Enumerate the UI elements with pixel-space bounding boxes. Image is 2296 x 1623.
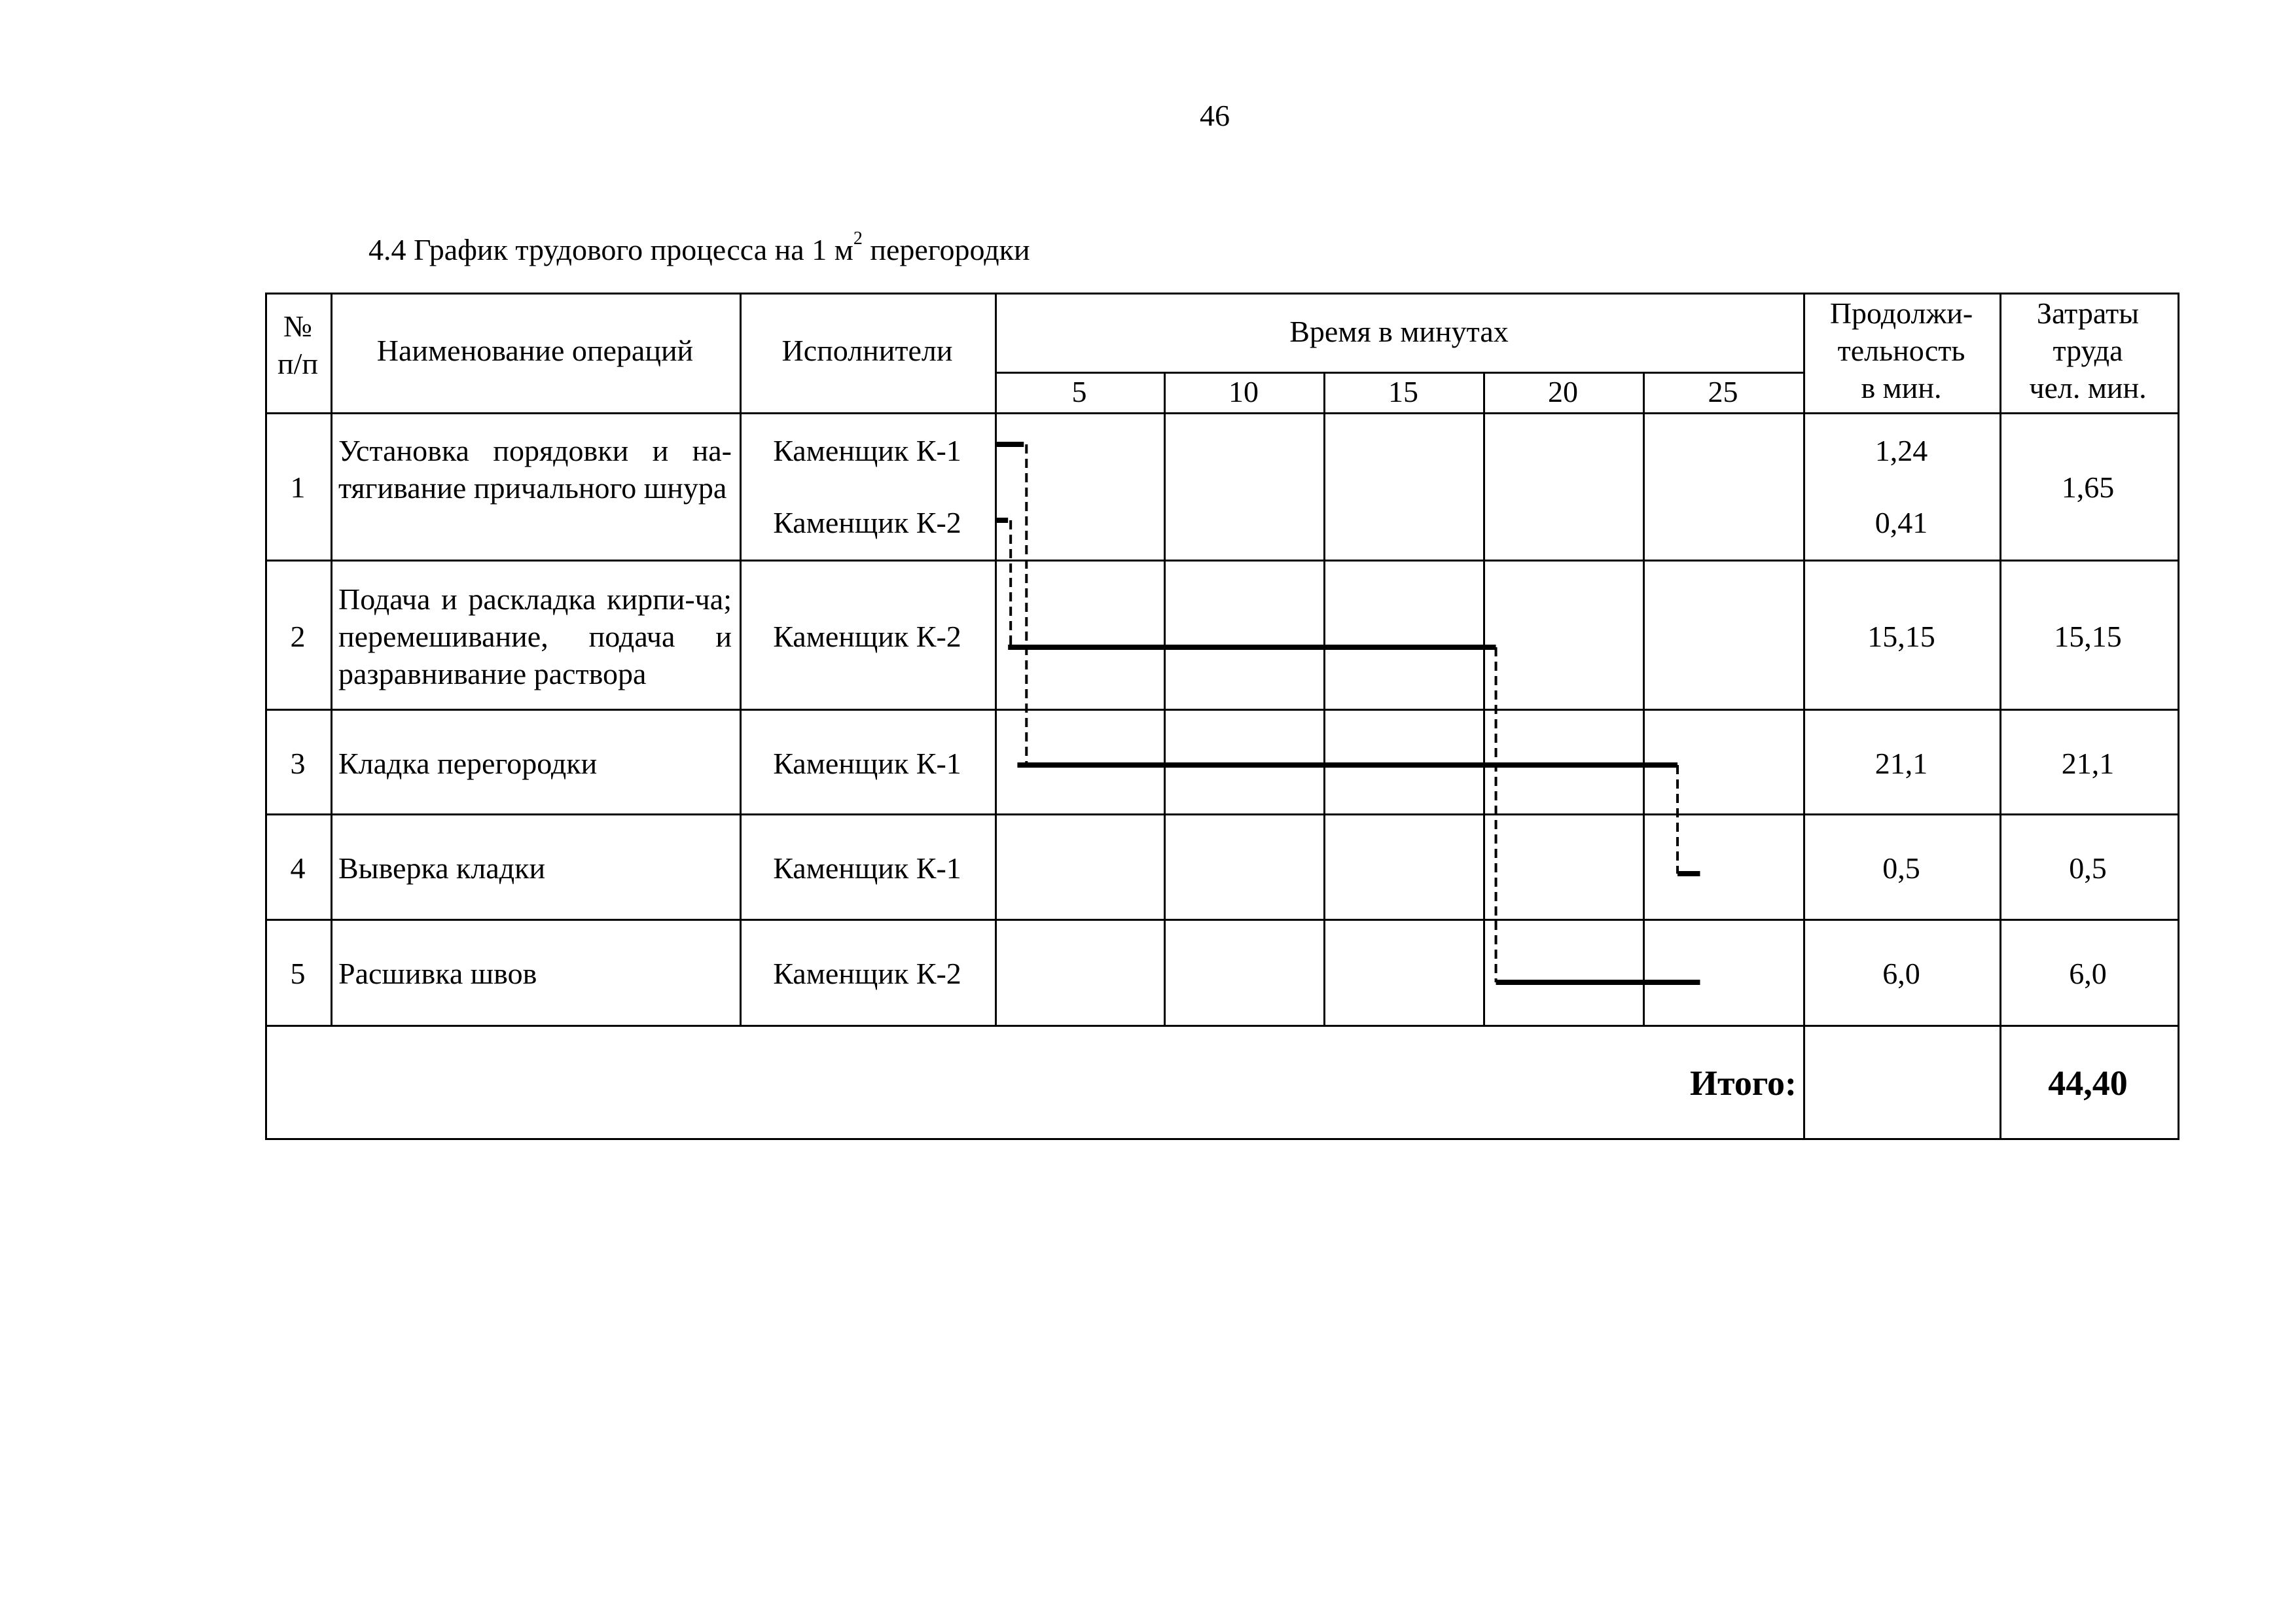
row-4-operation: Выверка кладки [338,851,546,885]
row-3-num: 3 [290,747,306,780]
row-2-duration-1: 15,15 [1867,620,1935,653]
header-tick-5: 5 [1071,375,1087,408]
col-sep-time [1803,293,1805,1138]
header-labor-line-2: труда [2053,334,2123,367]
header-duration-line-1: Продолжи- [1829,296,1973,330]
row-2-num: 2 [290,620,306,653]
row-5-duration-1: 6,0 [1882,957,1920,990]
header-labor-line-1: Затраты [2036,296,2140,330]
row-1-duration-1: 1,24 [1874,434,1928,467]
col-sep-executors [995,293,997,1025]
row-1-num: 1 [290,471,306,504]
row-4-labor: 0,5 [2069,851,2107,885]
row-1-labor: 1,65 [2061,471,2115,504]
row-1-executor-1: Каменщик К-1 [773,434,961,467]
row-3-labor: 21,1 [2061,747,2115,780]
col-sep-tick-3 [1483,372,1485,1025]
total-value: 44,40 [2048,1063,2128,1103]
header-num-line-1: № [283,310,312,343]
row-2-labor: 15,15 [2054,620,2122,653]
header-duration-line-2: тельность [1837,334,1965,367]
section-title-prefix: 4.4 График трудового процесса на 1 м [368,233,853,266]
row-separator-2 [265,560,2178,562]
col-sep-num [331,293,332,1025]
row-separator-4 [265,813,2178,815]
row-2-executor-1: Каменщик К-2 [773,620,961,653]
total-label: Итого: [1690,1063,1797,1103]
row-1-duration-2: 0,41 [1874,506,1928,539]
row-4-executor-1: Каменщик К-1 [773,851,961,885]
row-separator-6 [265,1025,2178,1027]
time-subheader-separator [996,372,1803,374]
table-border-top [265,293,2178,294]
table-border-right [2178,293,2179,1138]
header-tick-10: 10 [1229,375,1259,408]
header-labor-line-3: чел. мин. [2029,371,2147,404]
row-3-operation: Кладка перегородки [338,747,598,780]
row-3-executor-1: Каменщик К-1 [773,747,961,780]
section-title-superscript: 2 [853,228,863,249]
row-5-labor: 6,0 [2069,957,2107,990]
section-title-suffix: перегородки [862,233,1030,266]
row-1-operation: Установка порядовки и на-тягивание причального шнура [338,434,732,505]
header-executors: Исполнители [781,334,953,367]
row-5-operation: Расшивка швов [338,957,537,990]
table-border-left [265,293,267,1138]
header-num-line-2: п/п [277,347,318,380]
header-duration-line-3: в мин. [1861,371,1942,404]
col-sep-duration [2000,293,2001,1138]
row-1-executor-2: Каменщик К-2 [773,506,961,539]
row-separator-5 [265,919,2178,921]
row-4-num: 4 [290,851,306,885]
row-separator-3 [265,709,2178,711]
row-3-duration-1: 21,1 [1874,747,1928,780]
col-sep-tick-4 [1643,372,1645,1025]
header-tick-25: 25 [1708,375,1738,408]
header-tick-20: 20 [1548,375,1578,408]
page-number: 46 [1200,99,1230,132]
row-4-duration-1: 0,5 [1882,851,1920,885]
row-separator-1 [265,412,2178,414]
col-sep-tick-2 [1323,372,1325,1025]
row-5-executor-1: Каменщик К-2 [773,957,961,990]
header-time: Время в минутах [1289,315,1509,348]
row-2-operation: Подача и раскладка кирпи-ча; перемешивание, подача и разравнивание раствора [338,582,732,690]
header-operation: Наименование операций [376,334,694,367]
col-sep-operation [740,293,742,1025]
row-5-num: 5 [290,957,306,990]
col-sep-tick-1 [1164,372,1166,1025]
header-tick-15: 15 [1388,375,1418,408]
table-border-bottom [265,1138,2179,1140]
